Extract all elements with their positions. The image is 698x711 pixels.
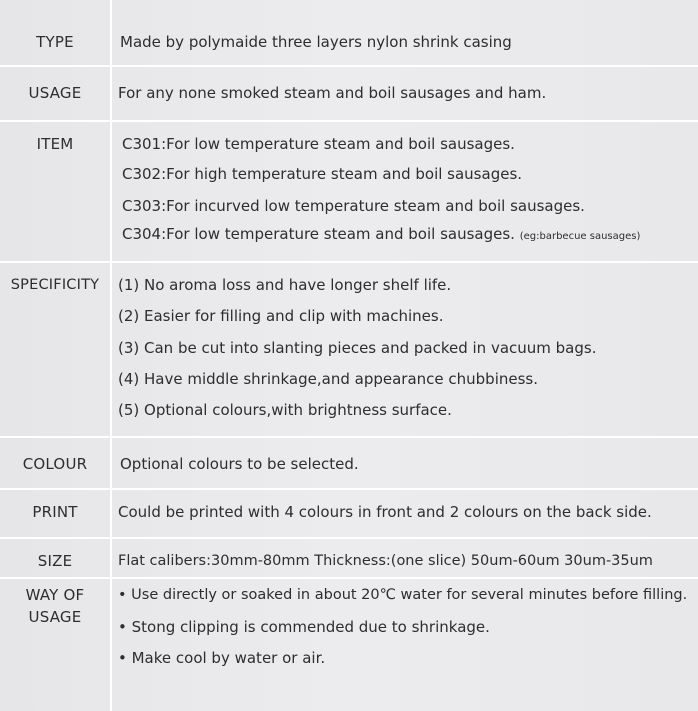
item-line: C303:For incurved low temperature steam and boil sausages. <box>122 197 585 215</box>
row-label: USAGE <box>28 84 82 102</box>
row-value: Optional colours to be selected. <box>120 455 359 473</box>
item-line-text: C304:For low temperature steam and boil sausages. <box>122 225 515 243</box>
row-label-line-1: WAY OF <box>25 586 85 604</box>
item-note: (eg:barbecue sausages) <box>519 231 641 242</box>
row-label: SIZE <box>37 552 73 570</box>
item-line <box>122 223 640 248</box>
row-colour <box>0 438 698 490</box>
row-value: Could be printed with 4 colours in front and 2 colours on the back side. <box>118 503 652 521</box>
way-line: • Make cool by water or air. <box>118 649 326 667</box>
row-value: For any none smoked steam and boil sausages and ham. <box>118 84 547 102</box>
row-label: TYPE <box>36 33 74 51</box>
row-specificity <box>0 263 698 438</box>
way-line: • Use directly or soaked in about 20℃ water for several minutes before filling. <box>118 587 688 603</box>
row-label: ITEM <box>36 135 74 153</box>
item-line: C302:For high temperature steam and boil sausages. <box>122 165 523 183</box>
row-print <box>0 490 698 539</box>
spec-line: (4) Have middle shrinkage,and appearance chubbiness. <box>118 370 538 388</box>
row-label: SPECIFICITY <box>10 277 100 293</box>
row-way-of-usage <box>0 579 698 711</box>
row-type <box>0 0 698 67</box>
row-usage <box>0 67 698 122</box>
row-size <box>0 539 698 579</box>
row-value: Made by polymaide three layers nylon shrink casing <box>120 33 512 51</box>
row-item <box>0 122 698 263</box>
item-line: C301:For low temperature steam and boil sausages. <box>122 135 515 153</box>
spec-line: (1) No aroma loss and have longer shelf life. <box>118 276 452 294</box>
way-line: • Stong clipping is commended due to shrinkage. <box>118 618 490 636</box>
row-value: Flat calibers:30mm-80mm Thickness:(one slice) 50um-60um 30um-35um <box>118 553 653 569</box>
row-label-line-2: USAGE <box>28 608 82 626</box>
row-label: PRINT <box>32 503 78 521</box>
spec-line: (2) Easier for filling and clip with machines. <box>118 307 444 325</box>
spec-line: (5) Optional colours,with brightness surface. <box>118 401 452 419</box>
row-label: COLOUR <box>22 455 88 473</box>
spec-line: (3) Can be cut into slanting pieces and packed in vacuum bags. <box>118 339 597 357</box>
